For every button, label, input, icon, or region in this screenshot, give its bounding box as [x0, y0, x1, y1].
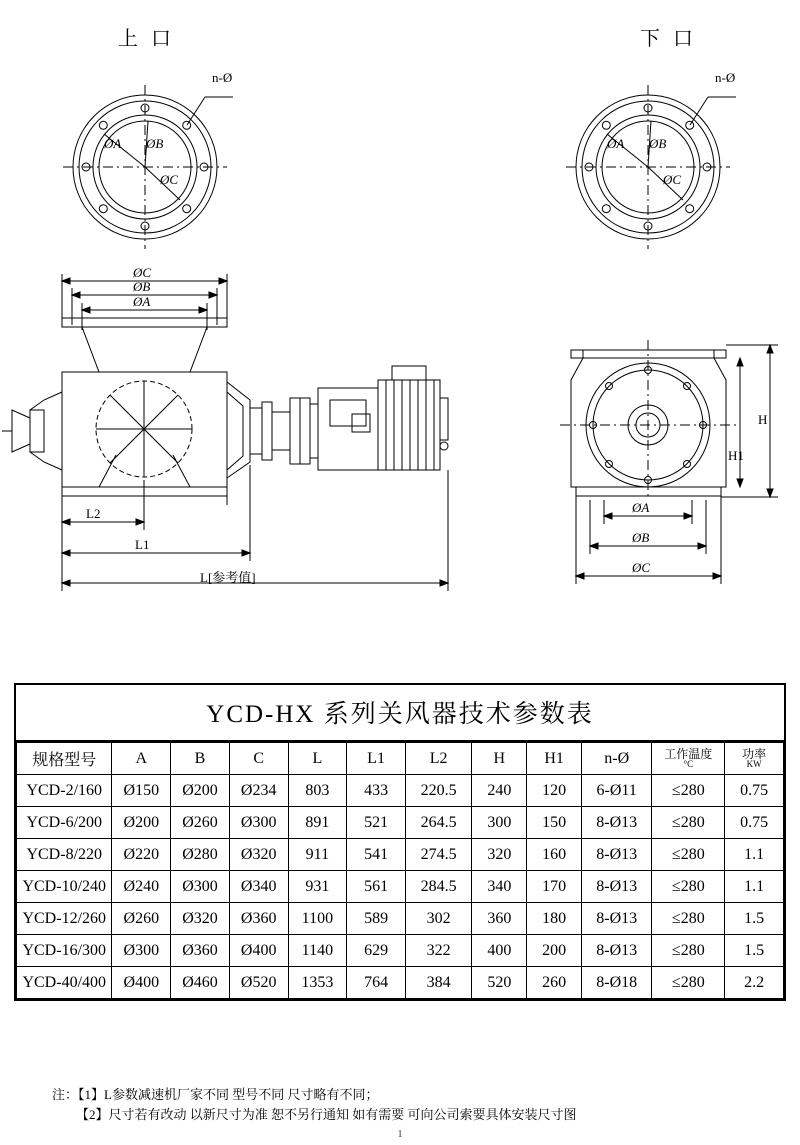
table-cell: 541 [347, 839, 406, 871]
table-cell: Ø400 [112, 967, 171, 999]
top-diameter-c-label: ØC [160, 172, 179, 187]
side-diameter-c-label: ØC [632, 560, 651, 575]
table-cell: ≤280 [652, 967, 725, 999]
table-cell: 150 [527, 807, 582, 839]
table-cell: 260 [527, 967, 582, 999]
th-n-hole: n-Ø [581, 743, 651, 775]
front-elevation-view [0, 274, 448, 591]
spec-table-title: YCD-HX 系列关风器技术参数表 [16, 685, 784, 742]
table-cell: 911 [288, 839, 347, 871]
side-h-label: H [758, 412, 768, 427]
table-cell-model: YCD-2/160 [17, 775, 112, 807]
table-cell: 589 [347, 903, 406, 935]
table-row [17, 775, 784, 807]
table-cell: 120 [527, 775, 582, 807]
th-working-temperature [652, 743, 725, 775]
table-cell: ≤280 [652, 807, 725, 839]
table-cell: 384 [405, 967, 472, 999]
table-cell: Ø234 [229, 775, 288, 807]
table-cell: Ø300 [112, 935, 171, 967]
bottom-n-hole-label: n-Ø [715, 70, 736, 85]
table-cell: Ø320 [229, 839, 288, 871]
bottom-diameter-b-label: ØB [649, 136, 667, 151]
top-n-hole-label: n-Ø [212, 70, 233, 85]
th-a: A [112, 743, 171, 775]
table-cell: 8-Ø13 [581, 839, 651, 871]
table-cell: ≤280 [652, 871, 725, 903]
bottom-diameter-c-label: ØC [663, 172, 682, 187]
table-cell: ≤280 [652, 935, 725, 967]
table-cell: 8-Ø13 [581, 903, 651, 935]
table-cell: 264.5 [405, 807, 472, 839]
table-cell: 931 [288, 871, 347, 903]
table-cell: Ø240 [112, 871, 171, 903]
table-cell: Ø400 [229, 935, 288, 967]
bottom-flange-view [566, 85, 736, 249]
table-cell: 360 [472, 903, 527, 935]
side-diameter-a-label: ØA [632, 500, 650, 515]
top-diameter-a-label: ØA [104, 136, 122, 151]
table-cell: Ø260 [112, 903, 171, 935]
table-cell: 1140 [288, 935, 347, 967]
table-cell: Ø200 [112, 807, 171, 839]
table-cell: 302 [405, 903, 472, 935]
th-model: 规格型号 [17, 743, 112, 775]
table-cell: Ø220 [112, 839, 171, 871]
side-h1-label: H1 [728, 448, 744, 463]
table-cell: 8-Ø13 [581, 935, 651, 967]
table-cell: Ø460 [171, 967, 230, 999]
table-row [17, 807, 784, 839]
table-row [17, 967, 784, 999]
table-cell: 400 [472, 935, 527, 967]
th-working-temperature-main: 工作温度 [664, 747, 713, 761]
table-cell: 561 [347, 871, 406, 903]
table-cell: 1.1 [725, 839, 784, 871]
table-cell: 6-Ø11 [581, 775, 651, 807]
front-diameter-c-label: ØC [133, 265, 152, 280]
table-cell: 284.5 [405, 871, 472, 903]
table-cell-model: YCD-40/400 [17, 967, 112, 999]
th-power [725, 743, 784, 775]
table-cell: 1.1 [725, 871, 784, 903]
table-cell: 1353 [288, 967, 347, 999]
table-cell: 629 [347, 935, 406, 967]
table-row [17, 935, 784, 967]
table-cell-model: YCD-10/240 [17, 871, 112, 903]
table-cell: 891 [288, 807, 347, 839]
table-cell: 340 [472, 871, 527, 903]
table-header-row [17, 743, 784, 775]
th-h: H [472, 743, 527, 775]
top-diameter-b-label: ØB [146, 136, 164, 151]
th-c: C [229, 743, 288, 775]
table-cell: 320 [472, 839, 527, 871]
top-flange-view [63, 85, 233, 249]
table-cell: Ø340 [229, 871, 288, 903]
th-power-main: 功率 [742, 747, 767, 761]
front-l1-label: L1 [135, 537, 150, 552]
table-cell: 220.5 [405, 775, 472, 807]
table-cell: ≤280 [652, 903, 725, 935]
table-cell: 2.2 [725, 967, 784, 999]
spec-table-container [14, 683, 786, 1001]
th-l: L [288, 743, 347, 775]
note-line-2: 【2】尺寸若有改动 以新尺寸为准 恕不另行通知 如有需要 可向公司索要具体安装尺寸图 [76, 1107, 577, 1123]
table-cell: Ø300 [171, 871, 230, 903]
table-cell: 200 [527, 935, 582, 967]
table-cell-model: YCD-8/220 [17, 839, 112, 871]
table-cell-model: YCD-12/260 [17, 903, 112, 935]
note-line-1: 注：【1】L参数减速机厂家不同 型号不同 尺寸略有不同； [52, 1087, 379, 1102]
table-cell: 8-Ø13 [581, 807, 651, 839]
bottom-diameter-a-label: ØA [607, 136, 625, 151]
table-cell: Ø320 [171, 903, 230, 935]
table-cell: 274.5 [405, 839, 472, 871]
side-elevation-view [560, 340, 778, 584]
table-cell: Ø150 [112, 775, 171, 807]
table-cell: 300 [472, 807, 527, 839]
table-row [17, 839, 784, 871]
table-cell: Ø300 [229, 807, 288, 839]
table-cell: 764 [347, 967, 406, 999]
table-cell: 0.75 [725, 775, 784, 807]
page-number: 1 [397, 1128, 403, 1140]
table-cell: 433 [347, 775, 406, 807]
table-cell: 8-Ø18 [581, 967, 651, 999]
front-diameter-a-label: ØA [133, 294, 151, 309]
table-cell: Ø360 [229, 903, 288, 935]
table-cell: Ø280 [171, 839, 230, 871]
bottom-view-title: 下 口 [640, 28, 697, 50]
table-cell: Ø520 [229, 967, 288, 999]
table-cell: ≤280 [652, 839, 725, 871]
table-cell-model: YCD-6/200 [17, 807, 112, 839]
side-diameter-b-label: ØB [632, 530, 650, 545]
table-cell-model: YCD-16/300 [17, 935, 112, 967]
table-cell: Ø260 [171, 807, 230, 839]
table-cell: ≤280 [652, 775, 725, 807]
table-cell: 240 [472, 775, 527, 807]
table-cell: 1100 [288, 903, 347, 935]
table-cell: 1.5 [725, 935, 784, 967]
table-cell: 520 [472, 967, 527, 999]
table-cell: 0.75 [725, 807, 784, 839]
th-h1: H1 [527, 743, 582, 775]
th-b: B [171, 743, 230, 775]
th-working-temperature-unit: °C [683, 759, 694, 769]
th-l1: L1 [347, 743, 406, 775]
spec-table [16, 742, 784, 999]
front-l2-label: L2 [86, 506, 101, 521]
table-cell: 803 [288, 775, 347, 807]
table-cell: 521 [347, 807, 406, 839]
table-row [17, 871, 784, 903]
table-cell: Ø360 [171, 935, 230, 967]
notes-block [52, 1085, 577, 1125]
top-view-title: 上 口 [118, 28, 175, 50]
th-l2: L2 [405, 743, 472, 775]
table-cell: 160 [527, 839, 582, 871]
front-l-label: L[参考值] [200, 570, 256, 585]
table-cell: 180 [527, 903, 582, 935]
table-row [17, 903, 784, 935]
table-body [17, 775, 784, 999]
table-cell: Ø200 [171, 775, 230, 807]
front-diameter-b-label: ØB [133, 279, 151, 294]
th-power-unit: KW [746, 759, 762, 769]
table-cell: 170 [527, 871, 582, 903]
table-cell: 322 [405, 935, 472, 967]
table-cell: 1.5 [725, 903, 784, 935]
table-cell: 8-Ø13 [581, 871, 651, 903]
